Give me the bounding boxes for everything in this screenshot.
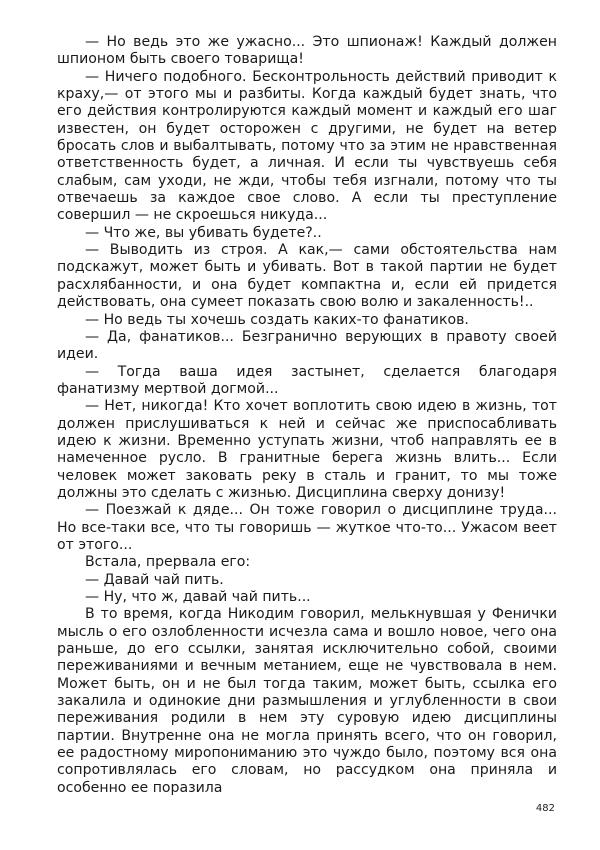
paragraph: — Да, фанатиков... Безгранично верующих в правоту своей идеи.: [57, 328, 557, 363]
paragraph: — Поезжай к дяде... Он тоже говорил о дисциплине труда... Но все-таки все, что ты говоришь — жуткое что-то... Ужасом веет от этого...: [57, 502, 557, 553]
page-number: 482: [535, 803, 555, 814]
paragraph: — Но ведь это же ужасно... Это шпионаж! Каждый должен шпионом быть своего товарища!: [57, 34, 557, 68]
paragraph: — Но ведь ты хочешь создать каких-то фанатиков.: [85, 311, 469, 328]
paragraph: — Ничего подобного. Бесконтрольность действий приводит к краху,— от этого мы и разбиты. Когда каждый будет знать, что его действия контролируются каждый момент и каждый его шаг известен, он будет осторожен с другими, не будет на ветер бросать слов и выбалтывать, потому что за этим не нравственная ответственность будет, а личная. И если ты чувствуешь себя слабым, сам уходи, не жди, чтобы тебя изгнали, потому что ты отвечаешь за каждое свое слово. А если ты преступление совершил — не скроешься никуда...: [57, 68, 557, 224]
paragraph: — Давай чай пить.: [85, 571, 224, 588]
paragraph: — Ну, что ж, давай чай пить...: [85, 589, 311, 605]
paragraph: — Что же, вы убивать будете?..: [85, 224, 322, 241]
page-text: [57, 34, 557, 797]
paragraph: В то время, когда Никодим говорил, мелькнувшая у Фенички мысль о его озлобленности исчезла сама и вошло новое, чего она раньше, до его ссылки, занятая исключительно собой, своими переживаниями и вечным метанием, еще не чувствовала в нем. Может быть, он и не был тогда таким, может быть, ссылка его закалила и одинокие дни размышления и углубленности в свои переживания родили в нем эту суровую идею дисциплины партии. Внутренне она не могла принять всего, что он говорил, ее радостному миропониманию это чуждо было, поэтому вся она сопротивлялась его словам, но рассудком она приняла и особенно ее поразила: [57, 606, 557, 796]
paragraph: — Выводить из строя. А как,— сами обстоятельства нам подскажут, может быть и убивать. Вот в такой партии не будет расхлябанности, и она будет компактна и, если ей придется действовать, она сумеет показать свою волю и закаленность!..: [57, 242, 557, 311]
paragraph: Встала, прервала его:: [85, 554, 251, 571]
paragraph: — Тогда ваша идея застынет, сделается благодаря фанатизму мертвой догмой...: [57, 363, 557, 397]
paragraph: — Нет, никогда! Кто хочет воплотить свою идею в жизнь, тот должен прислушиваться к ней и сейчас же приспосабливать идею к жизни. Временно уступать жизни, чтоб направлять ее в намеченное русло. В гранитные берега жизнь влить... Если человек может заковать реку в сталь и гранит, то мы тоже должны это сделать с жизнью. Дисциплина сверху донизу!: [57, 398, 557, 501]
